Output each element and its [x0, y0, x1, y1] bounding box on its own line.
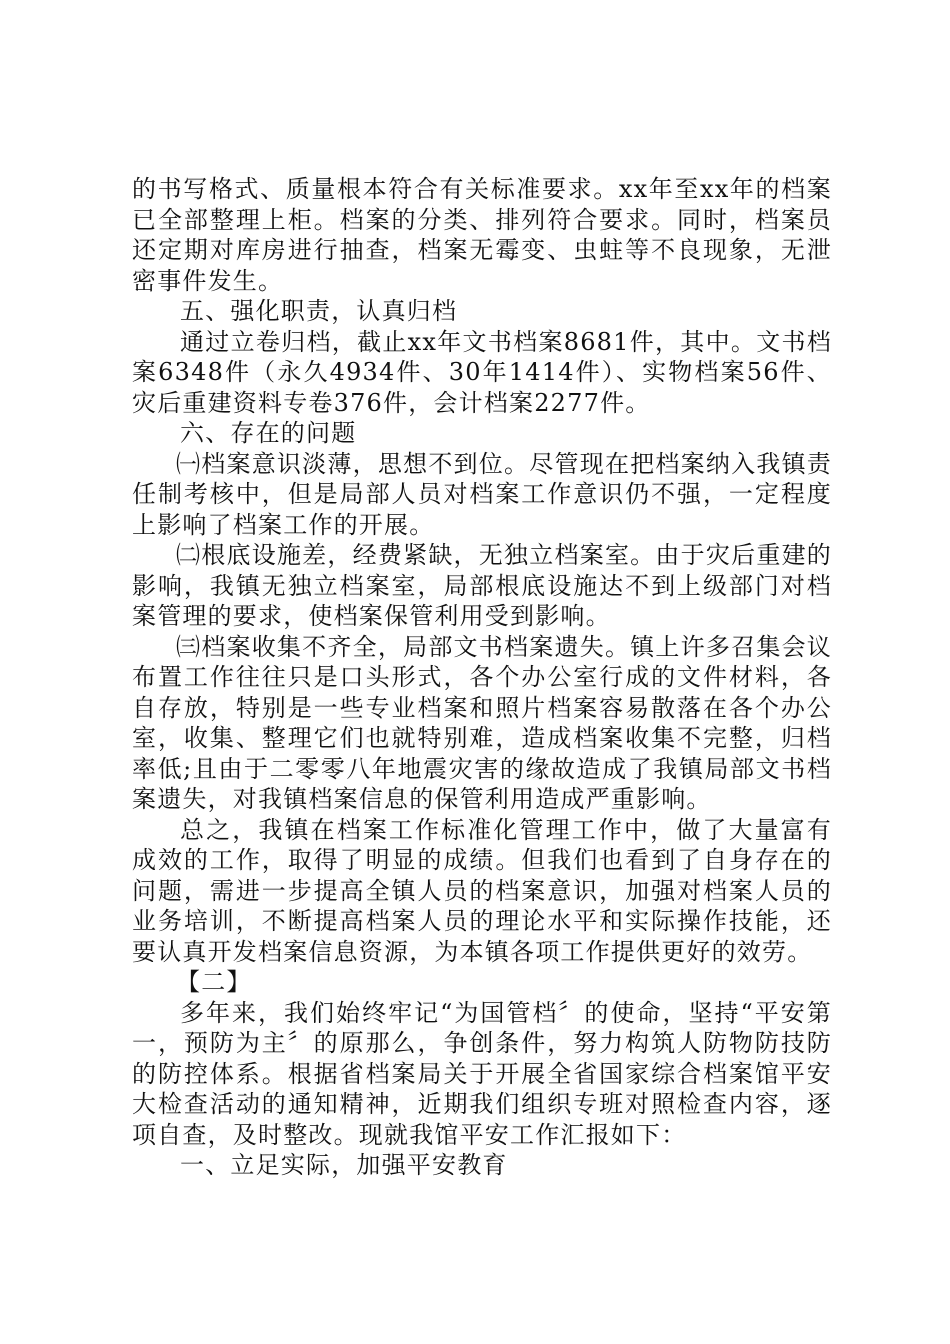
paragraph-archive-format: 的书写格式、质量根本符合有关标准要求。xx年至xx年的档案已全部整理上柜。档案的分类、排列符合要求。同时，档案员还定期对库房进行抽查，档案无霉变、虫蛀等不良现象，无泄密事件发生。: [132, 175, 832, 295]
paragraph-summary: 总之，我镇在档案工作标准化管理工作中，做了大量富有成效的工作，取得了明显的成绩。但我们也看到了自身存在的问题，需进一步提高全镇人员的档案意识，加强对档案人员的业务培训，不断提高档案人员的理论水平和实际操作技能，还要认真开发档案信息资源，为本镇各项工作提供更好的效劳。: [132, 815, 832, 966]
paragraph-part-two-intro: 多年来，我们始终牢记“为国管档〞的使命，坚持“平安第一，预防为主〞的原那么，争创条件，努力构筑人防物防技防的防控体系。根据省档案局关于开展全省国家综合档案馆平安大检查活动的通知精神，近期我们组织专班对照检查内容，逐项自查，及时整改。现就我馆平安工作汇报如下：: [132, 998, 832, 1149]
paragraph-problem-two: ㈡根底设施差，经费紧缺，无独立档案室。由于灾后重建的影响，我镇无独立档案室，局部根底设施达不到上级部门对档案管理的要求，使档案保管利用受到影响。: [132, 541, 832, 630]
paragraph-problem-one: ㈠档案意识淡薄，思想不到位。尽管现在把档案纳入我镇责任制考核中，但是局部人员对档案工作意识仍不强，一定程度上影响了档案工作的开展。: [132, 449, 832, 539]
heading-section-six: 六、存在的问题: [180, 419, 357, 447]
heading-part-two: 【二】: [176, 968, 252, 996]
document-body: [132, 174, 832, 1181]
paragraph-problem-three: ㈢档案收集不齐全，局部文书档案遗失。镇上许多召集会议布置工作往往只是口头形式，各个办公室行成的文件材料，各自存放，特别是一些专业档案和照片档案容易散落在各个办公室，收集、整理它们也就特别难，造成档案收集不完整，归档率低;且由于二零零八年地震灾害的缘故造成了我镇局部文书档案遗失，对我镇档案信息的保管利用造成严重影响。: [132, 632, 832, 813]
heading-section-one: 一、立足实际，加强平安教育: [180, 1151, 508, 1179]
paragraph-archive-statistics: 通过立卷归档，截止xx年文书档案8681件，其中。文书档案6348件（永久4934件、30年1414件）、实物档案56件、灾后重建资料专卷376件，会计档案2277件。: [132, 327, 832, 417]
heading-section-five: 五、强化职责，认真归档: [180, 297, 458, 325]
